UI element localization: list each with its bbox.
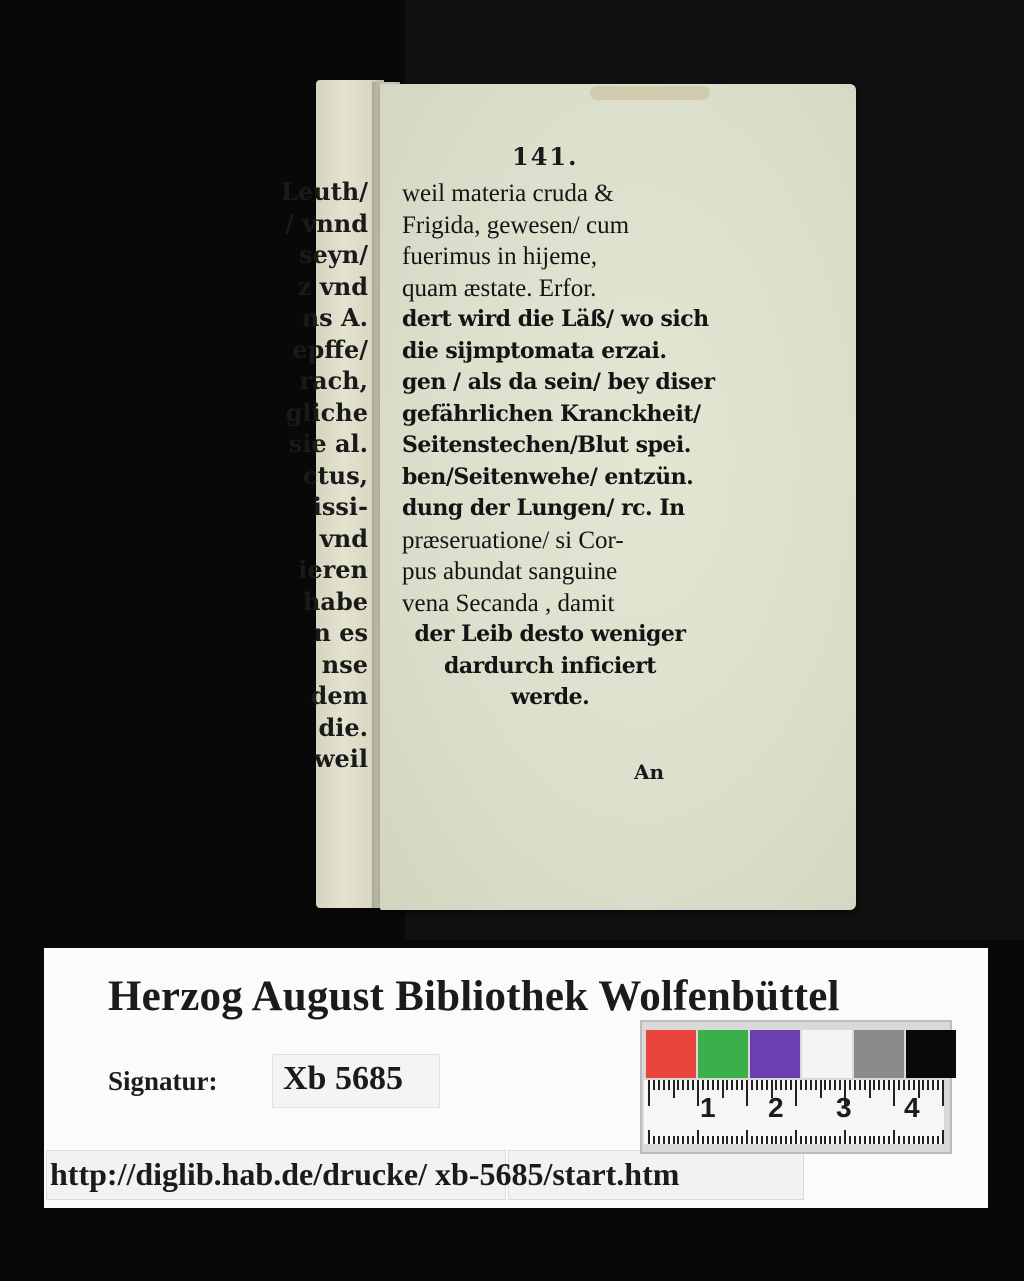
color-swatch <box>698 1030 748 1078</box>
ruler-tick <box>682 1136 684 1144</box>
ruler-tick <box>692 1136 694 1144</box>
text-line: dert wird die Läß/ wo sich <box>402 306 709 332</box>
text-line: die sijmptomata erzai. <box>402 337 667 364</box>
ruler-tick <box>893 1130 895 1144</box>
facing-page-line: z vnd <box>297 271 368 301</box>
ruler-tick <box>913 1136 915 1144</box>
facing-page-line: die. <box>318 712 368 742</box>
facing-page-line: Leuth/ <box>281 177 368 206</box>
ruler-tick <box>790 1080 792 1090</box>
facing-page-line: dem <box>310 681 368 710</box>
ruler-tick <box>663 1080 665 1090</box>
ruler-tick <box>746 1080 748 1106</box>
ruler-tick <box>780 1136 782 1144</box>
text-line: pus abundat sanguine <box>402 558 618 585</box>
ruler-tick <box>697 1130 699 1144</box>
text-line: werde. <box>510 684 590 710</box>
ruler-tick <box>918 1136 920 1144</box>
facing-page-line: habe <box>302 586 368 616</box>
ruler-tick <box>873 1080 875 1090</box>
ruler-tick <box>820 1136 822 1144</box>
ruler-tick <box>731 1080 733 1090</box>
ruler-tick <box>746 1130 748 1144</box>
facing-page-text <box>281 176 368 775</box>
ruler-tick <box>751 1136 753 1144</box>
ruler-tick <box>820 1080 822 1098</box>
text-line: præseruatione/ si Cor- <box>402 526 624 554</box>
page-text-block <box>402 178 715 714</box>
ruler-tick <box>761 1136 763 1144</box>
ruler-tick <box>810 1080 812 1090</box>
ruler-tick <box>903 1080 905 1090</box>
text-line: gen / als da sein/ bey diser <box>402 369 715 395</box>
ruler-tick <box>775 1136 777 1144</box>
color-swatch <box>802 1030 852 1078</box>
ruler-tick <box>726 1136 728 1144</box>
ruler-tick <box>829 1080 831 1090</box>
facing-page-line: nse <box>321 649 368 679</box>
facing-page-line: rach, <box>299 366 368 395</box>
library-name: Herzog August Bibliothek Wolfenbüttel <box>108 973 840 1020</box>
facing-page-line: gliche <box>285 397 368 427</box>
ruler-tick <box>726 1080 728 1090</box>
ruler-tick <box>878 1080 880 1090</box>
ruler-tick <box>707 1080 709 1090</box>
ruler-tick <box>893 1080 895 1106</box>
ruler-tick <box>736 1080 738 1090</box>
text-line: der Leib desto weniger <box>414 621 686 647</box>
text-line: ben/Seitenwehe/ entzün. <box>402 463 694 490</box>
ruler-tick <box>771 1136 773 1144</box>
facing-page-line: ns A. <box>301 303 368 332</box>
ruler-tick <box>736 1136 738 1144</box>
signature-value: Xb 5685 <box>283 1060 403 1097</box>
ruler-tick <box>668 1080 670 1090</box>
ruler-tick <box>805 1080 807 1090</box>
ruler-tick <box>937 1136 939 1144</box>
ruler-tick <box>888 1136 890 1144</box>
ruler-tick <box>908 1136 910 1144</box>
ruler-tick <box>834 1080 836 1090</box>
ruler-tick <box>795 1080 797 1106</box>
ruler-tick <box>913 1080 915 1090</box>
ruler-tick <box>648 1130 650 1144</box>
ruler-tick <box>766 1136 768 1144</box>
ruler-tick <box>775 1080 777 1090</box>
ruler-tick <box>922 1080 924 1090</box>
ruler-number: 2 <box>768 1092 784 1123</box>
ruler-tick <box>780 1080 782 1090</box>
text-line: vena Secanda , damit <box>402 589 615 617</box>
ruler-tick <box>873 1136 875 1144</box>
ruler-tick <box>834 1136 836 1144</box>
ruler-tick <box>883 1080 885 1090</box>
signature-label: Signatur: <box>108 1066 218 1096</box>
ruler-tick <box>903 1136 905 1144</box>
ruler-tick <box>658 1136 660 1144</box>
ruler-number: 1 <box>700 1092 716 1123</box>
ruler-tick <box>942 1130 944 1144</box>
ruler-tick <box>800 1080 802 1090</box>
ruler-tick <box>648 1080 650 1106</box>
ruler-tick <box>795 1130 797 1144</box>
ruler-tick <box>712 1080 714 1090</box>
ruler-tick <box>888 1080 890 1090</box>
facing-page-line: ctus, <box>302 460 368 490</box>
ruler-tick <box>682 1080 684 1090</box>
ruler-tick <box>810 1136 812 1144</box>
ruler-tick <box>761 1080 763 1090</box>
color-swatch <box>854 1030 904 1078</box>
facing-page-line: weil <box>313 744 368 773</box>
ruler-tick <box>751 1080 753 1090</box>
ruler-tick <box>663 1136 665 1144</box>
ruler-tick <box>702 1136 704 1144</box>
ruler-tick <box>785 1080 787 1090</box>
ruler-tick <box>815 1136 817 1144</box>
ruler-tick <box>869 1136 871 1144</box>
ruler-tick <box>712 1136 714 1144</box>
ruler-tick <box>824 1080 826 1090</box>
ruler-tick <box>756 1080 758 1090</box>
measurement-ruler <box>644 1080 944 1144</box>
ruler-tick <box>859 1080 861 1090</box>
text-line: weil materia cruda & <box>402 180 614 207</box>
color-swatches <box>646 1030 958 1078</box>
ruler-tick <box>824 1136 826 1144</box>
text-line: dung der Lungen/ rc. In <box>402 495 685 521</box>
ruler-tick <box>756 1136 758 1144</box>
ruler-tick <box>898 1136 900 1144</box>
text-line: Seitenstechen/Blut spei. <box>402 432 691 458</box>
catchword: An <box>634 760 665 784</box>
ruler-tick <box>722 1136 724 1144</box>
ruler-number: 3 <box>836 1092 852 1123</box>
ruler-tick <box>839 1136 841 1144</box>
facing-page-line: n es <box>313 618 368 647</box>
ruler-tick <box>677 1136 679 1144</box>
text-line: gefährlichen Kranckheit/ <box>402 400 701 427</box>
color-swatch <box>750 1030 800 1078</box>
ruler-tick <box>653 1136 655 1144</box>
ruler-tick <box>883 1136 885 1144</box>
ruler-tick <box>707 1136 709 1144</box>
facing-page-line: / vnnd <box>285 208 368 238</box>
ruler-tick <box>717 1136 719 1144</box>
ruler-tick <box>790 1136 792 1144</box>
ruler-tick <box>722 1080 724 1098</box>
ruler-tick <box>849 1080 851 1090</box>
ruler-tick <box>717 1080 719 1090</box>
ruler-tick <box>927 1136 929 1144</box>
ruler-tick <box>687 1080 689 1090</box>
facing-page-line: ieren <box>298 555 368 584</box>
ruler-tick <box>697 1080 699 1106</box>
ruler-tick <box>741 1080 743 1090</box>
ruler-tick <box>800 1136 802 1144</box>
ruler-tick <box>878 1136 880 1144</box>
facing-page-line: sie al. <box>288 429 368 458</box>
facing-page-line: epffe/ <box>292 334 368 364</box>
ruler-tick <box>854 1080 856 1090</box>
ruler-tick <box>677 1080 679 1090</box>
ruler-tick <box>839 1080 841 1090</box>
text-line: Frigida, gewesen/ cum <box>402 211 630 239</box>
ruler-tick <box>702 1080 704 1090</box>
ruler-tick <box>849 1136 851 1144</box>
facing-page-line: vnd <box>319 523 368 553</box>
color-swatch <box>646 1030 696 1078</box>
ruler-tick <box>668 1136 670 1144</box>
text-line: quam æstate. Erfor. <box>402 274 597 302</box>
ruler-tick <box>932 1136 934 1144</box>
text-line: dardurch inficiert <box>444 652 656 679</box>
ruler-tick <box>673 1136 675 1144</box>
ruler-tick <box>785 1136 787 1144</box>
ruler-tick <box>844 1130 846 1144</box>
ruler-tick <box>932 1080 934 1090</box>
facing-page-line: seyn/ <box>299 240 368 269</box>
ruler-tick <box>927 1080 929 1090</box>
ruler-tick <box>937 1080 939 1090</box>
ruler-tick <box>687 1136 689 1144</box>
ruler-tick <box>908 1080 910 1090</box>
ruler-tick <box>869 1080 871 1098</box>
ruler-tick <box>864 1136 866 1144</box>
ruler-tick <box>653 1080 655 1090</box>
ruler-number: 4 <box>904 1092 920 1123</box>
facing-page-line: issi- <box>312 492 368 521</box>
ruler-tick <box>829 1136 831 1144</box>
ruler-tick <box>864 1080 866 1090</box>
ruler-tick <box>766 1080 768 1090</box>
ruler-tick <box>859 1136 861 1144</box>
text-line: fuerimus in hijeme, <box>402 243 598 270</box>
paper-stain <box>590 86 710 100</box>
ruler-tick <box>898 1080 900 1090</box>
ruler-tick <box>692 1080 694 1090</box>
ruler-tick <box>942 1080 944 1106</box>
ruler-tick <box>805 1136 807 1144</box>
ruler-tick <box>658 1080 660 1090</box>
ruler-tick <box>731 1136 733 1144</box>
ruler-tick <box>673 1080 675 1098</box>
ruler-tick <box>741 1136 743 1144</box>
ruler-tick <box>815 1080 817 1090</box>
digital-library-url: http://diglib.hab.de/drucke/ xb-5685/start.htm <box>50 1156 680 1192</box>
color-swatch <box>906 1030 956 1078</box>
ruler-tick <box>922 1136 924 1144</box>
page-number: 141. <box>512 142 579 171</box>
ruler-tick <box>854 1136 856 1144</box>
